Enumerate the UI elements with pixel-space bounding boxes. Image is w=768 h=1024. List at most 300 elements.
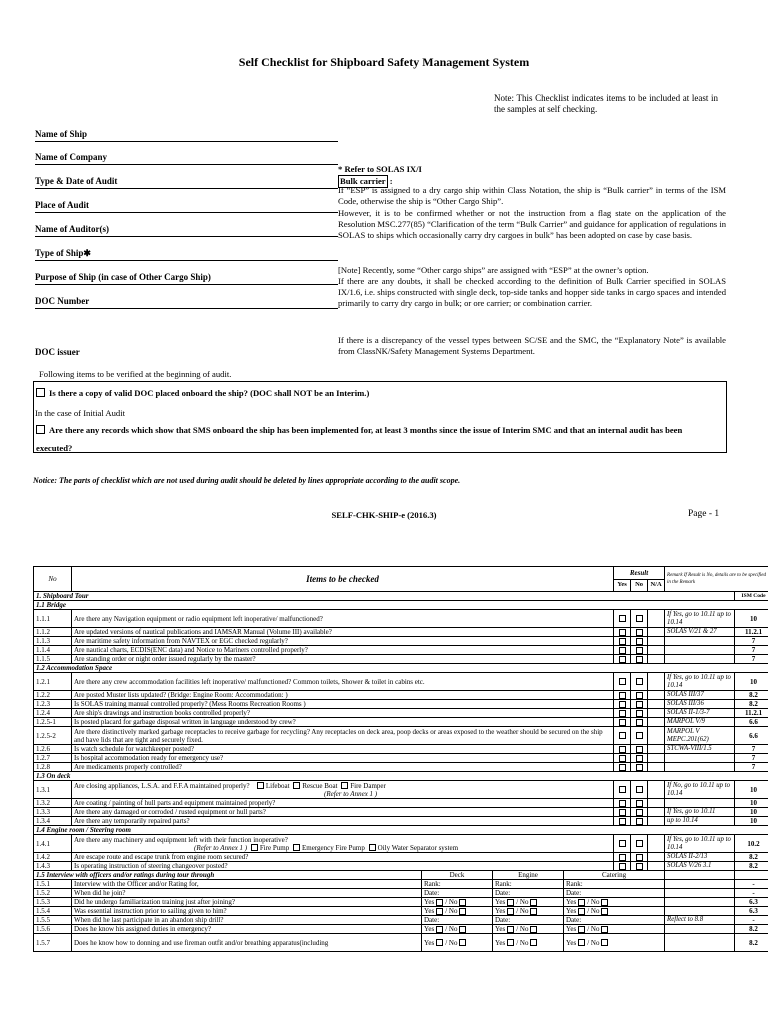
yes-checkbox[interactable] <box>614 610 631 628</box>
table-row <box>34 898 768 907</box>
yes-label: Yes <box>495 898 506 906</box>
no-label: / No <box>516 938 529 947</box>
yes-checkbox[interactable] <box>614 646 631 655</box>
row-no: 1.2.3 <box>34 700 72 709</box>
row-no: 1.5.7 <box>34 934 72 952</box>
row-no: 1.2.8 <box>34 763 72 772</box>
field-place-of-audit[interactable]: Place of Audit <box>35 200 338 213</box>
na-cell[interactable] <box>648 655 665 664</box>
row-reference <box>665 754 735 763</box>
page-number: Page - 1 <box>688 509 720 519</box>
deck-date[interactable]: Date: <box>422 916 493 925</box>
section-accommodation: 1.2 Accommodation Space <box>34 664 768 673</box>
no-checkbox[interactable] <box>631 637 648 646</box>
yes-checkbox[interactable] <box>614 727 631 745</box>
row-item <box>72 781 614 799</box>
table-row <box>34 808 768 817</box>
yes-label: Yes <box>495 907 506 915</box>
header-catering: Catering <box>564 871 665 880</box>
records-checkbox[interactable] <box>36 425 45 434</box>
yes-checkbox[interactable] <box>614 709 631 718</box>
row-no: 1.5.4 <box>34 907 72 916</box>
engine-yes-no[interactable] <box>493 934 564 952</box>
row-item: Are medicaments properly controlled? <box>72 763 614 772</box>
row-ism: 6.3 <box>735 898 768 907</box>
section-row <box>34 664 768 673</box>
no-label: / No <box>516 898 529 906</box>
no-checkbox[interactable] <box>631 817 648 826</box>
no-label: / No <box>587 907 600 915</box>
header-ism: ISM Code <box>735 592 768 601</box>
row-reference: SOLAS II-1/3-7 <box>665 709 735 718</box>
table-row <box>34 781 768 799</box>
no-checkbox[interactable] <box>631 799 648 808</box>
begin-question-1-text: Is there a copy of valid DOC placed onboard the ship? (DOC shall NOT be an Interim.) <box>49 388 370 398</box>
row-item: Is watch schedule for watchkeeper posted? <box>72 745 614 754</box>
na-cell[interactable] <box>648 628 665 637</box>
yes-checkbox[interactable] <box>614 745 631 754</box>
row-ism: 10 <box>735 781 768 799</box>
begin-question-2-text: Are there any records which show that SMS onboard the ship has been implemented for, at least 3 months since the issue of Interim SMC and that an internal audit has been executed? <box>36 425 683 453</box>
na-cell[interactable] <box>648 754 665 763</box>
notice-text: Notice: The parts of checklist which are not used during audit should be deleted by lines appropriate according to the audit scope. <box>33 476 461 485</box>
deck-yes-no[interactable] <box>422 907 493 916</box>
yes-label: Yes <box>566 938 577 947</box>
checklist-table <box>33 566 768 952</box>
header-remark: Remark If Result is No, details are to be specified in the Remark <box>665 567 768 592</box>
row-item: Are standing order or night order issued regularly by the master? <box>72 655 614 664</box>
na-cell[interactable] <box>648 718 665 727</box>
header-deck: Deck <box>422 871 493 880</box>
section-row <box>34 601 768 610</box>
section-bridge: 1.1 Bridge <box>34 601 768 610</box>
catering-yes-no[interactable] <box>564 925 665 934</box>
field-type-of-ship[interactable]: Type of Ship✱ <box>35 248 338 261</box>
yes-checkbox[interactable] <box>614 754 631 763</box>
table-row <box>34 727 768 745</box>
header-yes: Yes <box>614 579 631 592</box>
row-ism: 7 <box>735 655 768 664</box>
row-reference: MARPOL V MEPC.201(62) <box>665 727 735 745</box>
row-item-text: Are closing appliances, L.S.A. and F.F.A maintained properly? <box>74 781 250 790</box>
table-row <box>34 628 768 637</box>
yes-checkbox[interactable] <box>614 655 631 664</box>
yes-checkbox[interactable] <box>614 673 631 691</box>
emergency-fire-pump-label: Emergency Fire Pump <box>302 843 365 852</box>
esp-paragraph: If “ESP” is assigned to a dry cargo ship within Class Notation, the ship is “Bulk carrier” in terms of the ISM Code, otherwise the ship is “Other Cargo Ship”. <box>338 185 726 206</box>
row-reference: STCWA-VIII/1.5 <box>665 745 735 754</box>
row-ism: 10 <box>735 673 768 691</box>
yes-label: Yes <box>424 898 435 906</box>
no-checkbox[interactable] <box>631 646 648 655</box>
row-no: 1.1.2 <box>34 628 72 637</box>
header-items: Items to be checked <box>72 567 614 592</box>
row-reference <box>665 880 735 889</box>
row-ism: 10 <box>735 799 768 808</box>
lifeboat-checkbox[interactable] <box>257 782 264 789</box>
no-checkbox[interactable] <box>631 763 648 772</box>
row-ism: 7 <box>735 646 768 655</box>
solas-reference: * Refer to SOLAS IX/I <box>338 164 422 174</box>
no-label: / No <box>516 925 529 933</box>
row-reference <box>665 655 735 664</box>
field-name-of-company[interactable]: Name of Company <box>35 152 338 165</box>
row-no: 1.2.1 <box>34 673 72 691</box>
document-id: SELF-CHK-SHIP-e (2016.3) <box>331 510 437 520</box>
catering-yes-no[interactable] <box>564 898 665 907</box>
row-item: Did he undergo familiarization training just after joining? <box>72 898 422 907</box>
row-ism: - <box>735 880 768 889</box>
ows-checkbox[interactable] <box>369 844 376 851</box>
row-item: Are ship's drawings and instruction books controlled properly? <box>72 709 614 718</box>
row-ism: 7 <box>735 763 768 772</box>
row-reference: SOLAS II-2/13 <box>665 853 735 862</box>
begin-question-1 <box>36 383 369 401</box>
row-no: 1.5.3 <box>34 898 72 907</box>
section-engine-room: 1.4 Engine room / Steering room <box>34 826 768 835</box>
engine-yes-no[interactable] <box>493 925 564 934</box>
table-row <box>34 880 768 889</box>
yes-checkbox[interactable] <box>614 637 631 646</box>
owner-option-note: [Note] Recently, some “Other cargo ships” are assigned with “ESP” at the owner’s option. <box>338 265 649 275</box>
na-cell[interactable] <box>648 808 665 817</box>
table-row <box>34 718 768 727</box>
row-item <box>72 835 614 853</box>
yes-label: Yes <box>495 925 506 933</box>
row-ism: - <box>735 916 768 925</box>
row-reference: SOLAS III/36 <box>665 700 735 709</box>
row-item: Are there any crew accommodation facilities left inoperative/ malfunctioned? Common toilets, Shower & toilet in cabins etc. <box>72 673 614 691</box>
table-row <box>34 637 768 646</box>
fire-pump-checkbox[interactable] <box>251 844 258 851</box>
table-row <box>34 853 768 862</box>
row-no: 1.5.6 <box>34 925 72 934</box>
row-item: Does he know how to donning and use fireman outfit and/or breathing apparatus(including <box>72 934 422 952</box>
row-reference <box>665 646 735 655</box>
catering-date[interactable]: Date: <box>564 916 665 925</box>
row-no: 1.4.3 <box>34 862 72 871</box>
row-item: Are there any damaged or corroded / rusted equipment or hull parts? <box>72 808 614 817</box>
catering-rank[interactable]: Rank: <box>564 880 665 889</box>
row-item: Does he know his assigned duties in emergency? <box>72 925 422 934</box>
na-cell[interactable] <box>648 853 665 862</box>
row-ism: 10 <box>735 817 768 826</box>
row-reference: Reflect to 8.8 <box>665 916 735 925</box>
row-no: 1.2.5-1 <box>34 718 72 727</box>
na-cell[interactable] <box>648 727 665 745</box>
no-checkbox[interactable] <box>631 727 648 745</box>
row-item: Is operating instruction of steering changeover posted? <box>72 862 614 871</box>
table-row <box>34 655 768 664</box>
yes-checkbox[interactable] <box>614 763 631 772</box>
yes-checkbox[interactable] <box>614 718 631 727</box>
table-row <box>34 673 768 691</box>
no-checkbox[interactable] <box>631 628 648 637</box>
table-row <box>34 817 768 826</box>
yes-checkbox[interactable] <box>614 691 631 700</box>
na-cell[interactable] <box>648 862 665 871</box>
yes-label: Yes <box>566 898 577 906</box>
row-reference <box>665 871 735 880</box>
row-item: Are escape route and escape trunk from engine room secured? <box>72 853 614 862</box>
catering-date[interactable]: Date: <box>564 889 665 898</box>
table-row <box>34 709 768 718</box>
msc-paragraph: However, it is to be confirmed whether or not the instruction from a flag state on the application of the Resolution MSC.277(85) “Clarification of the term “Bulk Carrier” and guidance for application of regulations in SOLAS to ships which occasionally carry dry cargoes in bulk” has been adopted on case by case basis. <box>338 208 726 240</box>
catering-yes-no[interactable] <box>564 907 665 916</box>
table-row <box>34 916 768 925</box>
section-on-deck: 1.3 On deck <box>34 772 768 781</box>
discrepancy-paragraph: If there is a discrepancy of the vessel types between SC/SE and the SMC, the “Explanatory Note” is available from ClassNK/Safety Management Systems Department. <box>338 335 726 356</box>
row-no: 1.2.2 <box>34 691 72 700</box>
doc-copy-checkbox[interactable] <box>36 388 45 397</box>
row-ism <box>735 871 768 880</box>
row-ism: 6.6 <box>735 727 768 745</box>
no-label: / No <box>587 925 600 933</box>
row-ism: 7 <box>735 637 768 646</box>
header-na: N/A <box>648 579 665 592</box>
row-reference <box>665 907 735 916</box>
emergency-fire-pump-checkbox[interactable] <box>293 844 300 851</box>
na-cell[interactable] <box>648 637 665 646</box>
row-item: Is posted placard for garbage disposal written in language understood by crew? <box>72 718 614 727</box>
na-cell[interactable] <box>648 835 665 853</box>
deck-rank[interactable]: Rank: <box>422 880 493 889</box>
na-cell[interactable] <box>648 646 665 655</box>
deck-yes-no[interactable] <box>422 898 493 907</box>
ows-label: Oily Water Separator system <box>377 843 459 852</box>
row-ism: - <box>735 889 768 898</box>
bulk-carrier-colon: : <box>387 176 393 186</box>
table-row <box>34 889 768 898</box>
na-cell[interactable] <box>648 700 665 709</box>
yes-checkbox[interactable] <box>614 628 631 637</box>
table-row <box>34 610 768 628</box>
field-doc-number[interactable]: DOC Number <box>35 296 338 309</box>
row-reference: up to 10.14 <box>665 817 735 826</box>
no-checkbox[interactable] <box>631 673 648 691</box>
row-no: 1.1.5 <box>34 655 72 664</box>
row-no: 1.5.1 <box>34 880 72 889</box>
row-no: 1.5.5 <box>34 916 72 925</box>
row-ism: 10 <box>735 610 768 628</box>
yes-checkbox[interactable] <box>614 799 631 808</box>
row-item: Are there any Navigation equipment or radio equipment left inoperative/ malfunctioned? <box>72 610 614 628</box>
no-checkbox[interactable] <box>631 853 648 862</box>
row-no: 1.3.2 <box>34 799 72 808</box>
row-item: Are there any temporarily repaired parts? <box>72 817 614 826</box>
begin-intro: Following items to be verified at the beginning of audit. <box>39 369 232 379</box>
section-interview: 1.5 Interview with officers and/or ratings during tour through <box>34 871 422 880</box>
table-row <box>34 763 768 772</box>
row-no: 1.2.4 <box>34 709 72 718</box>
deck-yes-no[interactable] <box>422 925 493 934</box>
header-no-result: No <box>631 579 648 592</box>
no-label: / No <box>445 925 458 933</box>
table-row <box>34 835 768 853</box>
section-row <box>34 826 768 835</box>
deck-date[interactable]: Date: <box>422 889 493 898</box>
begin-audit-box <box>33 381 727 453</box>
table-header-row <box>34 567 768 580</box>
row-ism: 8.2 <box>735 691 768 700</box>
na-cell[interactable] <box>648 763 665 772</box>
row-reference: MARPOL V/9 <box>665 718 735 727</box>
no-checkbox[interactable] <box>631 700 648 709</box>
fire-damper-label: Fire Damper <box>350 781 386 790</box>
row-reference: If Yes, go to 10.11 <box>665 808 735 817</box>
no-checkbox[interactable] <box>631 835 648 853</box>
engine-rank[interactable]: Rank: <box>493 880 564 889</box>
engine-yes-no[interactable] <box>493 907 564 916</box>
field-type-date-of-audit[interactable]: Type & Date of Audit <box>35 176 338 189</box>
table-row <box>34 745 768 754</box>
row-reference <box>665 799 735 808</box>
engine-yes-no[interactable] <box>493 898 564 907</box>
deck-yes-no[interactable] <box>422 934 493 952</box>
row-no: 1.1.3 <box>34 637 72 646</box>
row-item: Are maritime safety information from NAVTEX or EGC checked regularly? <box>72 637 614 646</box>
yes-label: Yes <box>566 925 577 933</box>
yes-checkbox[interactable] <box>614 781 631 799</box>
initial-audit-label: In the case of Initial Audit <box>35 408 125 418</box>
row-ism: 8.2 <box>735 853 768 862</box>
row-reference: SOLAS III/37 <box>665 691 735 700</box>
no-checkbox[interactable] <box>631 718 648 727</box>
no-checkbox[interactable] <box>631 691 648 700</box>
bulk-definition-paragraph: If there are any doubts, it shall be checked according to the definition of Bulk Carrier specified in SOLAS IX/1.6, i.e. ships constructed with single deck, top-side tanks and hopper side tanks in cargo spaces and intended primarily to carry dry cargo in bulk; or ore carrier; or combination carrier. <box>338 276 726 308</box>
row-ism: 7 <box>735 754 768 763</box>
annex-reference: (Refer to Annex 1 ) <box>194 843 248 852</box>
header-result: Result <box>614 567 665 580</box>
yes-checkbox[interactable] <box>614 853 631 862</box>
no-checkbox[interactable] <box>631 709 648 718</box>
annex-reference: (Refer to Annex 1 ) <box>324 789 378 798</box>
field-purpose-of-ship[interactable]: Purpose of Ship (in case of Other Cargo Ship) <box>35 272 338 285</box>
row-item: Interview with the Officer and/or Rating for, <box>72 880 422 889</box>
row-no: 1.3.3 <box>34 808 72 817</box>
row-ism: 8.2 <box>735 700 768 709</box>
bulk-carrier-label: Bulk carrier <box>340 176 386 186</box>
row-no: 1.1.4 <box>34 646 72 655</box>
na-cell[interactable] <box>648 817 665 826</box>
engine-date[interactable]: Date: <box>493 889 564 898</box>
no-label: / No <box>445 907 458 915</box>
row-no: 1.3.4 <box>34 817 72 826</box>
yes-checkbox[interactable] <box>614 817 631 826</box>
field-doc-issuer[interactable]: DOC issuer <box>35 347 80 357</box>
row-ism: 8.2 <box>735 925 768 934</box>
na-cell[interactable] <box>648 610 665 628</box>
row-no: 1.2.7 <box>34 754 72 763</box>
row-ism: 11.2.1 <box>735 628 768 637</box>
yes-label: Yes <box>424 907 435 915</box>
row-item: When did he last participate in an abandon ship drill? <box>72 916 422 925</box>
row-reference: SOLAS V/26 3.1 <box>665 862 735 871</box>
row-no: 1.5.2 <box>34 889 72 898</box>
row-reference <box>665 898 735 907</box>
row-no: 1.3.1 <box>34 781 72 799</box>
row-item: When did he join? <box>72 889 422 898</box>
section-row <box>34 592 768 601</box>
table-row <box>34 700 768 709</box>
row-ism: 10 <box>735 808 768 817</box>
row-ism: 7 <box>735 745 768 754</box>
na-cell[interactable] <box>648 673 665 691</box>
table-row <box>34 799 768 808</box>
rescue-boat-label: Rescue Boat <box>302 781 338 790</box>
lifeboat-label: Lifeboat <box>265 781 290 790</box>
row-item: Are coating / painting of hull parts and equipment maintained properly? <box>72 799 614 808</box>
table-row <box>34 646 768 655</box>
row-reference <box>665 925 735 934</box>
row-reference <box>665 637 735 646</box>
yes-checkbox[interactable] <box>614 808 631 817</box>
row-item: Is SOLAS training manual controlled properly? (Mess Rooms Recreation Rooms ) <box>72 700 614 709</box>
na-cell[interactable] <box>648 709 665 718</box>
yes-checkbox[interactable] <box>614 862 631 871</box>
no-label: / No <box>445 898 458 906</box>
section-row <box>34 772 768 781</box>
field-name-of-auditors[interactable]: Name of Auditor(s) <box>35 224 338 237</box>
na-cell[interactable] <box>648 745 665 754</box>
yes-label: Yes <box>424 925 435 933</box>
na-cell[interactable] <box>648 781 665 799</box>
no-label: / No <box>516 907 529 915</box>
row-reference <box>665 934 735 952</box>
row-item: Is hospital accommodation ready for emergency use? <box>72 754 614 763</box>
yes-checkbox[interactable] <box>614 835 631 853</box>
no-checkbox[interactable] <box>631 610 648 628</box>
no-checkbox[interactable] <box>631 808 648 817</box>
no-checkbox[interactable] <box>631 655 648 664</box>
fire-damper-checkbox[interactable] <box>341 782 348 789</box>
no-checkbox[interactable] <box>631 754 648 763</box>
row-ism: 8.2 <box>735 934 768 952</box>
na-cell[interactable] <box>648 799 665 808</box>
row-ism: 6.3 <box>735 907 768 916</box>
sample-note: Note: This Checklist indicates items to be included at least in the samples at self checking. <box>494 93 718 114</box>
section-shipboard-tour: 1. Shipboard Tour <box>34 592 735 601</box>
row-reference: SOLAS V/21 & 27 <box>665 628 735 637</box>
table-row <box>34 862 768 871</box>
row-item: Are posted Muster lists updated? (Bridge: Engine Room: Accommodation: ) <box>72 691 614 700</box>
row-reference <box>665 889 735 898</box>
engine-date[interactable]: Date: <box>493 916 564 925</box>
field-name-of-ship[interactable]: Name of Ship <box>35 129 338 142</box>
no-checkbox[interactable] <box>631 745 648 754</box>
table-row <box>34 925 768 934</box>
table-row <box>34 691 768 700</box>
no-label: / No <box>587 938 600 947</box>
catering-yes-no[interactable] <box>564 934 665 952</box>
row-item: Was essential instruction prior to sailing given to him? <box>72 907 422 916</box>
no-checkbox[interactable] <box>631 862 648 871</box>
row-ism: 8.2 <box>735 862 768 871</box>
row-reference: If Yes, go to 10.11 up to 10.14 <box>665 673 735 691</box>
row-ism: 10.2 <box>735 835 768 853</box>
table-row <box>34 754 768 763</box>
na-cell[interactable] <box>648 691 665 700</box>
yes-checkbox[interactable] <box>614 700 631 709</box>
row-no: 1.4.1 <box>34 835 72 853</box>
header-no: No <box>34 567 72 592</box>
no-checkbox[interactable] <box>631 781 648 799</box>
row-reference: If No, go to 10.11 up to 10.14 <box>665 781 735 799</box>
row-ism: 11.2.1 <box>735 709 768 718</box>
page-title: Self Checklist for Shipboard Safety Management System <box>238 55 530 69</box>
rescue-boat-checkbox[interactable] <box>293 782 300 789</box>
row-item: Are updated versions of nautical publications and IAMSAR Manual (Volume III) available? <box>72 628 614 637</box>
